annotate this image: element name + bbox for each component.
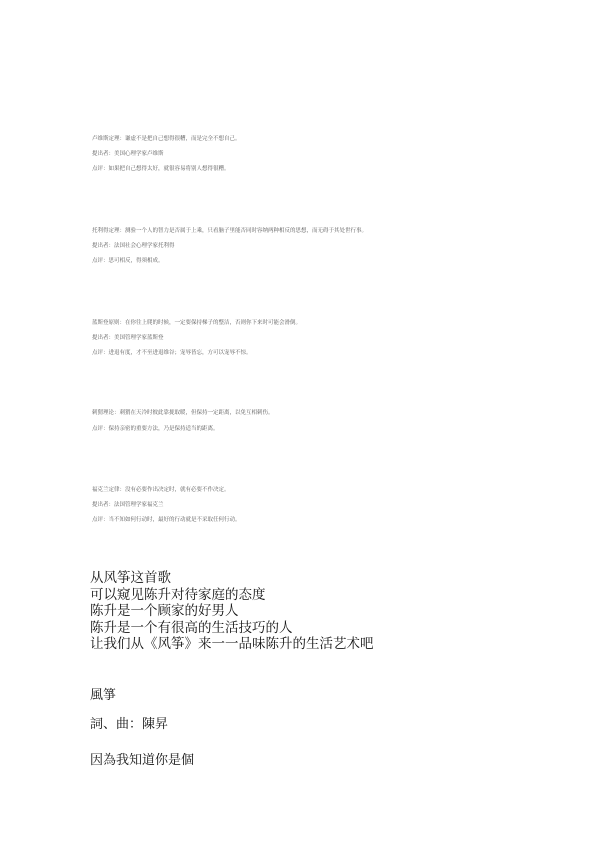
comment-text: 点评：进退有度，才不至进退维谷；宠辱皆忘，方可以宠辱不惊。 bbox=[92, 350, 252, 356]
comment-text: 点评：当不知如何行动时，最好的行动就是不采取任何行动。 bbox=[92, 517, 241, 523]
author-text: 提出者：美国心理学家卢维斯 bbox=[92, 151, 164, 157]
comment-text: 点评：思可相反，得须相成。 bbox=[92, 258, 164, 264]
quote-section-5 bbox=[92, 487, 552, 524]
quote-section-4 bbox=[92, 410, 552, 433]
lyric-line: 因為我知道你是個 bbox=[90, 753, 195, 768]
comment-text: 点评：保持亲密的重要方法，乃是保持适当的距离。 bbox=[92, 426, 219, 432]
comment-text: 点评：如果把自己想得太好，就很容易将别人想得很糟。 bbox=[92, 166, 230, 172]
intro-line: 可以窥见陈升对待家庭的态度 bbox=[90, 586, 266, 603]
author-text: 提出者：法国管理学家福克兰 bbox=[92, 502, 164, 508]
law-text: 蓝斯登原则：在你往上爬的时候，一定要保持梯子的整洁，否则你下来时可能会滑倒。 bbox=[92, 320, 302, 326]
quote-section-2 bbox=[92, 228, 552, 265]
author-text: 提出者：美国管理学家蓝斯登 bbox=[92, 335, 164, 341]
author-text: 提出者：法国社会心理学家托利得 bbox=[92, 243, 175, 249]
law-text: 托利得定理：测验一个人的智力是否属于上乘，只看脑子里能否同时容纳两种相反的思想，而无碍于其处世行事。 bbox=[92, 228, 368, 234]
intro-line: 陈升是一个顾家的好男人 bbox=[90, 603, 239, 619]
song-title: 風箏 bbox=[90, 688, 117, 703]
law-text: 刺猬理论：刺猬在天冷时彼此靠拢取暖，但保持一定距离，以免互相刺伤。 bbox=[92, 410, 274, 416]
law-text: 卢维斯定理：谦虚不是把自己想得很糟，而是完全不想自己。 bbox=[92, 136, 241, 142]
intro-line: 从风筝这首歌 bbox=[90, 570, 171, 586]
intro-line: 陈升是一个有很高的生活技巧的人 bbox=[90, 619, 293, 636]
intro-line: 让我们从《风筝》来一一品味陈升的生活艺术吧 bbox=[90, 636, 374, 652]
intro-paragraph bbox=[90, 570, 374, 653]
law-text: 福克兰定律：没有必要作出决定时，就有必要不作决定。 bbox=[92, 487, 230, 493]
song-credit: 詞、曲：陳昇 bbox=[90, 717, 169, 732]
quote-section-1 bbox=[92, 136, 552, 173]
quote-section-3 bbox=[92, 320, 552, 357]
